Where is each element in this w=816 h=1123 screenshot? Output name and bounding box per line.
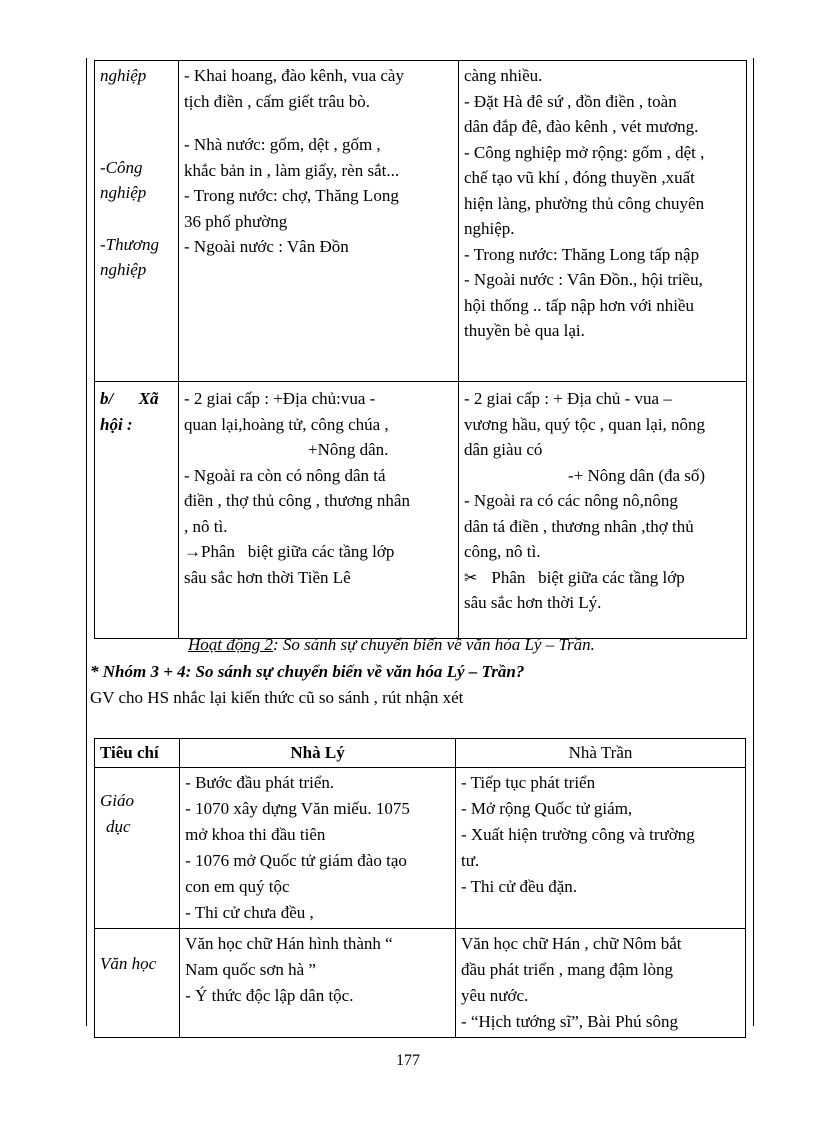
tran-society-cell: - 2 giai cấp : + Địa chủ - vua – vương hầu, quý tộc , quan lại, nông dân giàu có -+ Nông dân (đa số) - Ngoài ra có các nông nô,nông dân tá điền , thương nhân ,thợ thủ công, nô tì. ✂ Phân biệt giữa các tầng lớp sâu sắc hơn thời Lý. (459, 382, 747, 639)
comparison-table-economy-society (94, 60, 747, 639)
comparison-table-culture (94, 738, 746, 1038)
ly-economy-cell: - Khai hoang, đào kênh, vua cày tịch điền , cấm giết trâu bò. - Nhà nước: gốm, dệt , gốm , khắc bản in , làm giấy, rèn sắt... - Trong nước: chợ, Thăng Long 36 phố phường - Ngoài nước : Vân Đồn (179, 61, 459, 382)
row-label-education: Giáo dục (95, 768, 180, 929)
tran-economy-cell: càng nhiều. - Đặt Hà đê sứ , đồn điền , toàn dân đắp đê, đào kênh , vét mương. - Công nghiệp mở rộng: gốm , dệt , chế tạo vũ khí , đóng thuyền ,xuất hiện làng, phường thủ công chuyên nghiệp. - Trong nước: Thăng Long tấp nập - Ngoài nước : Vân Đồn., hội triều, hội thống .. tấp nập hơn với nhiều thuyền bè qua lại. (459, 61, 747, 382)
table-row-literature (95, 929, 746, 1038)
table-row-society (95, 382, 747, 639)
row-label-economy: nghiệp -Công nghiệp -Thương nghiệp (95, 61, 179, 382)
page-number: 177 (396, 1052, 420, 1069)
tran-education-cell: - Tiếp tục phát triển - Mở rộng Quốc tử giám, - Xuất hiện trường công và trường tư. - Thi cử đều đặn. (455, 768, 745, 929)
activity-heading: Hoạt động 2: So sánh sự chuyển biến về văn hóa Lý – Trần. (188, 635, 595, 654)
group-question: * Nhóm 3 + 4: So sánh sự chuyển biến về văn hóa Lý – Trần? (90, 662, 525, 681)
table-header-row (95, 739, 746, 768)
ly-society-cell: - 2 giai cấp : +Địa chủ:vua - quan lại,hoàng tử, công chúa , +Nông dân. - Ngoài ra còn có nông dân tá điền , thợ thủ công , thương nhân , nô tì. →Phân biệt giữa các tầng lớp sâu sắc hơn thời Tiền Lê (179, 382, 459, 639)
ly-literature-cell: Văn học chữ Hán hình thành “ Nam quốc sơn hà ” - Ý thức độc lập dân tộc. (180, 929, 456, 1038)
teacher-note: GV cho HS nhắc lại kiến thức cũ so sánh , rút nhận xét (90, 688, 464, 707)
header-tran: Nhà Trần (455, 739, 745, 768)
ly-education-cell: - Bước đầu phát triển. - 1070 xây dựng Văn miếu. 1075 mở khoa thi đầu tiên - 1076 mở Quốc tử giám đào tạo con em quý tộc - Thi cử chưa đều , (180, 768, 456, 929)
header-criteria: Tiêu chí (95, 739, 180, 768)
table-row-economy (95, 61, 747, 382)
row-label-literature: Văn học (95, 929, 180, 1038)
scissors-icon: ✂ (464, 567, 478, 587)
row-label-society: b/ Xã hội : (95, 382, 179, 639)
table-row-education (95, 768, 746, 929)
header-ly: Nhà Lý (180, 739, 456, 768)
tran-literature-cell: Văn học chữ Hán , chữ Nôm bắt đầu phát triển , mang đậm lòng yêu nước. - “Hịch tướng sĩ”, Bài Phú sông (455, 929, 745, 1038)
